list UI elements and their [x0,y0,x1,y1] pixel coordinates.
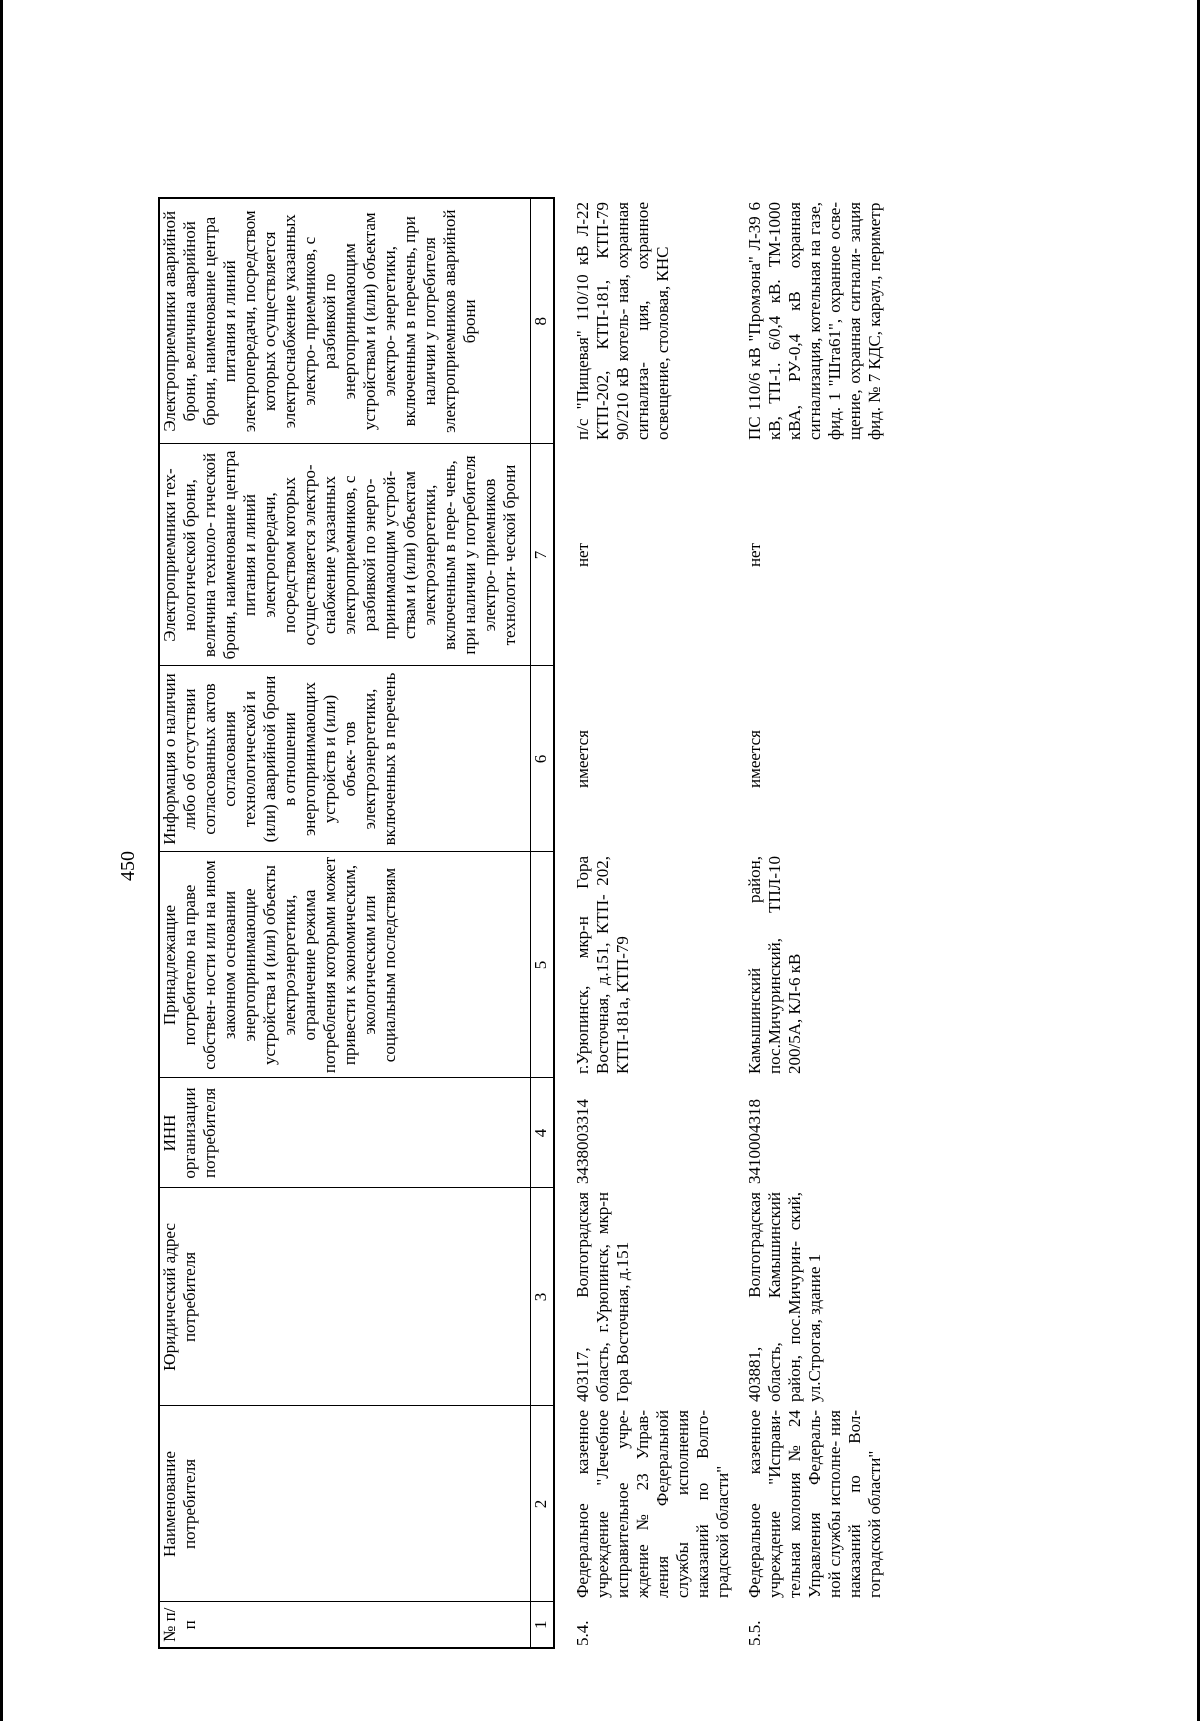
row-number: 5.4. [573,1620,592,1646]
column-number: 6 [531,666,555,852]
consumer-devices: г.Урюпинск, мкр-н Гора Восточная, д.151, КТП- 202, КТП-181а, КТП-79 [573,856,632,1074]
spacer-row [554,198,573,1648]
consumer-inn: 3410004318 [745,1099,764,1184]
header-row [159,198,531,1648]
header-cell-4: ИНН организации потребителя [159,1078,531,1188]
column-number: 2 [531,1406,555,1602]
column-number: 8 [531,198,555,444]
header-cell-3: Юридический адрес потребителя [159,1188,531,1406]
technological-reserve: нет [573,542,592,568]
emergency-reserve: ПС 110/6 кВ "Промзона" Л-39 6 кВ, ТП-1. 6/0,4 кВ. ТМ-1000 кВА, РУ-0,4 кВ охранная сигнализация, котельная на газе, фид. 1 "Шта61", охранное осве- щение, охранная сигнали- зация фид. № 7 КДС, караул, периметр [745,202,884,440]
header-cell-2: Наименование потребителя [159,1406,531,1602]
header-cell-6: Информация о наличии либо об отсутствии согласованных актов согласования технологической и (или) аварийной брони в отношении энергопринимающих устройств и (или) объек- тов электроэнергетики, включенных в перечень [159,666,531,852]
reserve-acts: имеется [745,730,764,788]
consumer-address: 403117, Волгоградская область, г.Урюпинск, мкр-н Гора Восточная, д.151 [573,1192,632,1402]
header-cell-7: Электроприемники тех- нологической брони, величина техноло- гической брони, наименование центра питания и линий электропередачи, посредством которых осуществляется электро- снабжение указанных электроприемников, с разбивкой по энерго- принимающим устрой- ствам и (или) объектам электроэнергетики, включенным в пере- чень, при наличии у потребителя электро- приемников технологи- ческой брони [159,444,531,666]
consumer-table [158,197,897,1649]
technological-reserve: нет [745,542,764,568]
consumer-devices: Камышинский район, пос.Мичуринский, ТПЛ-10 200/5А, КЛ-6 кВ [745,856,804,1074]
consumer-name: Федеральное казенное учреждение "Исправи- тельная колония № 24 Управления Федераль- ной службы исполне- ния наказаний по Вол- гоградской области" [745,1410,884,1598]
emergency-reserve: п/с "Пищевая" 110/10 кВ Л-22 КТП-202, КТП-181, КТП-79 90/210 кВ котель- ная, охранная сигнализа- ция, охранное освещение, столовая, КНС [573,202,672,440]
column-number: 3 [531,1188,555,1406]
row-number: 5.5. [745,1620,764,1646]
column-number-row [531,198,555,1648]
consumer-name: Федеральное казенное учреждение "Лечебное исправительное учре- ждение № 23 Управ- ления Федеральной службы исполнения наказаний по Волго- градской области" [573,1410,732,1598]
header-cell-8: Электроприемники аварийной брони, величина аварийной брони, наименование центра питания и линий электропередачи, посредством которых осуществляется электроснабжение указанных электро- приемников, с разбивкой по энергопринимающим устройствам и (или) объектам электро- энергетики, включенным в перечень, при наличии у потребителя электроприемников аварийной брони [159,198,531,444]
column-number: 4 [531,1078,555,1188]
table-row [573,198,745,1648]
consumer-address: 403881, Волгоградская область, Камышинский район, пос.Мичурин- ский, ул.Строгая, здание 1 [745,1192,824,1402]
consumer-inn: 3438003314 [573,1099,592,1184]
column-number: 5 [531,852,555,1078]
header-cell-1: № п/п [159,1602,531,1648]
column-number: 1 [531,1602,555,1648]
header-cell-5: Принадлежащие потребителю на праве собствен- ности или на ином законном основании энергопринимающие устройства и (или) объекты электроэнергетики, ограничение режима потребления которыми может привести к экономическим, экологическим или социальным последствиям [159,852,531,1078]
reserve-acts: имеется [573,730,592,788]
page-number: 450 [117,851,139,881]
table-row [745,198,897,1648]
column-number: 7 [531,444,555,666]
